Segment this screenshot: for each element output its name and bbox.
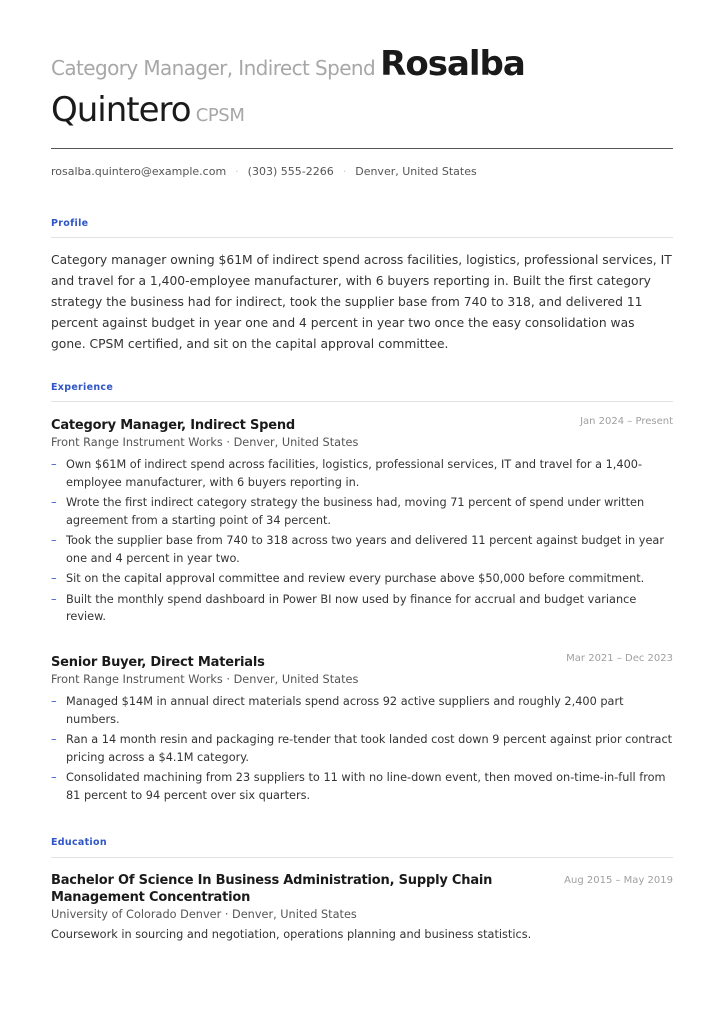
last-name: Quintero: [51, 90, 191, 130]
contact-separator: ·: [342, 165, 347, 178]
contact-location: Denver, United States: [355, 165, 477, 178]
resume-header: [51, 44, 673, 136]
job-header: [51, 414, 673, 434]
job-bullet: – Managed $14M in annual direct materials spend across 92 active suppliers and roughly 2,400 part numbers.: [51, 693, 673, 728]
contact-separator: ·: [235, 165, 239, 178]
section-divider: [51, 401, 673, 402]
job-role: Senior Buyer, Direct Materials: [51, 655, 265, 670]
job-bullet: – Built the monthly spend dashboard in Power BI now used by finance for accrual and budget variance review.: [51, 591, 673, 626]
job-entry: [51, 651, 673, 807]
section-divider: [51, 857, 673, 858]
profile-summary: Category manager owning $61M of indirect spend across facilities, logistics, professional services, IT and travel for a 1,400-employee manufacturer, with 6 buyers reporting in. Built the first category strategy the business had for indirect, took the supplier base from 740 to 318, and delivered 11 percent against budget in year one and 4 percent in year two once the easy consolidation was gone. CPSM certified, and sit on the capital approval committee.: [51, 253, 672, 351]
job-title: Category Manager, Indirect Spend: [51, 56, 376, 80]
contact-email[interactable]: rosalba.quintero@example.com: [51, 165, 227, 178]
job-dates: Mar 2021 – Dec 2023: [566, 653, 673, 664]
first-name: Rosalba: [380, 44, 525, 84]
education-school: University of Colorado Denver · Denver, United States: [51, 908, 357, 921]
job-bullet: – Ran a 14 month resin and packaging re-tender that took landed cost down 9 percent against prior contract pricing across a $4.1M category.: [51, 731, 673, 766]
section-label-experience: Experience: [51, 382, 114, 393]
credential: CPSM: [195, 105, 245, 126]
job-entry: [51, 414, 673, 629]
section-label-profile: Profile: [51, 218, 89, 229]
job-bullet: – Consolidated machining from 23 suppliers to 11 with no line-down event, then moved on-time-in-full from 81 percent to 94 percent over six quarters.: [51, 769, 673, 804]
name-line: [51, 44, 673, 90]
name-line-2: [51, 90, 673, 136]
education-dates: Aug 2015 – May 2019: [564, 875, 673, 886]
job-bullets: [51, 693, 673, 804]
section-label-education: Education: [51, 837, 107, 848]
job-header: [51, 651, 673, 671]
job-bullet: – Took the supplier base from 740 to 318 across two years and delivered 11 percent against budget in year one and 4 percent in year two.: [51, 532, 673, 567]
education-note: Coursework in sourcing and negotiation, operations planning and business statistics.: [51, 928, 532, 941]
education-entry: [51, 872, 673, 941]
job-org: Front Range Instrument Works · Denver, United States: [51, 436, 359, 449]
job-bullet: – Wrote the first indirect category strategy the business had, moving 71 percent of spend under written agreement from a starting point of 34 percent.: [51, 494, 673, 529]
header-divider: [51, 148, 673, 149]
job-bullet: – Sit on the capital approval committee and review every purchase above $50,000 before commitment.: [51, 570, 673, 588]
section-divider: [51, 237, 673, 238]
contact-phone[interactable]: (303) 555-2266: [247, 165, 334, 178]
education-degree: Bachelor Of Science In Business Administration, Supply Chain Management Concentration: [51, 873, 493, 905]
job-bullet: – Own $61M of indirect spend across facilities, logistics, professional services, IT and travel for a 1,400-employee manufacturer, with 6 buyers reporting in.: [51, 456, 673, 491]
contact-line: [51, 165, 477, 178]
job-bullets: [51, 456, 673, 626]
job-org: Front Range Instrument Works · Denver, United States: [51, 673, 359, 686]
job-role: Category Manager, Indirect Spend: [51, 418, 295, 433]
job-dates: Jan 2024 – Present: [580, 416, 673, 427]
